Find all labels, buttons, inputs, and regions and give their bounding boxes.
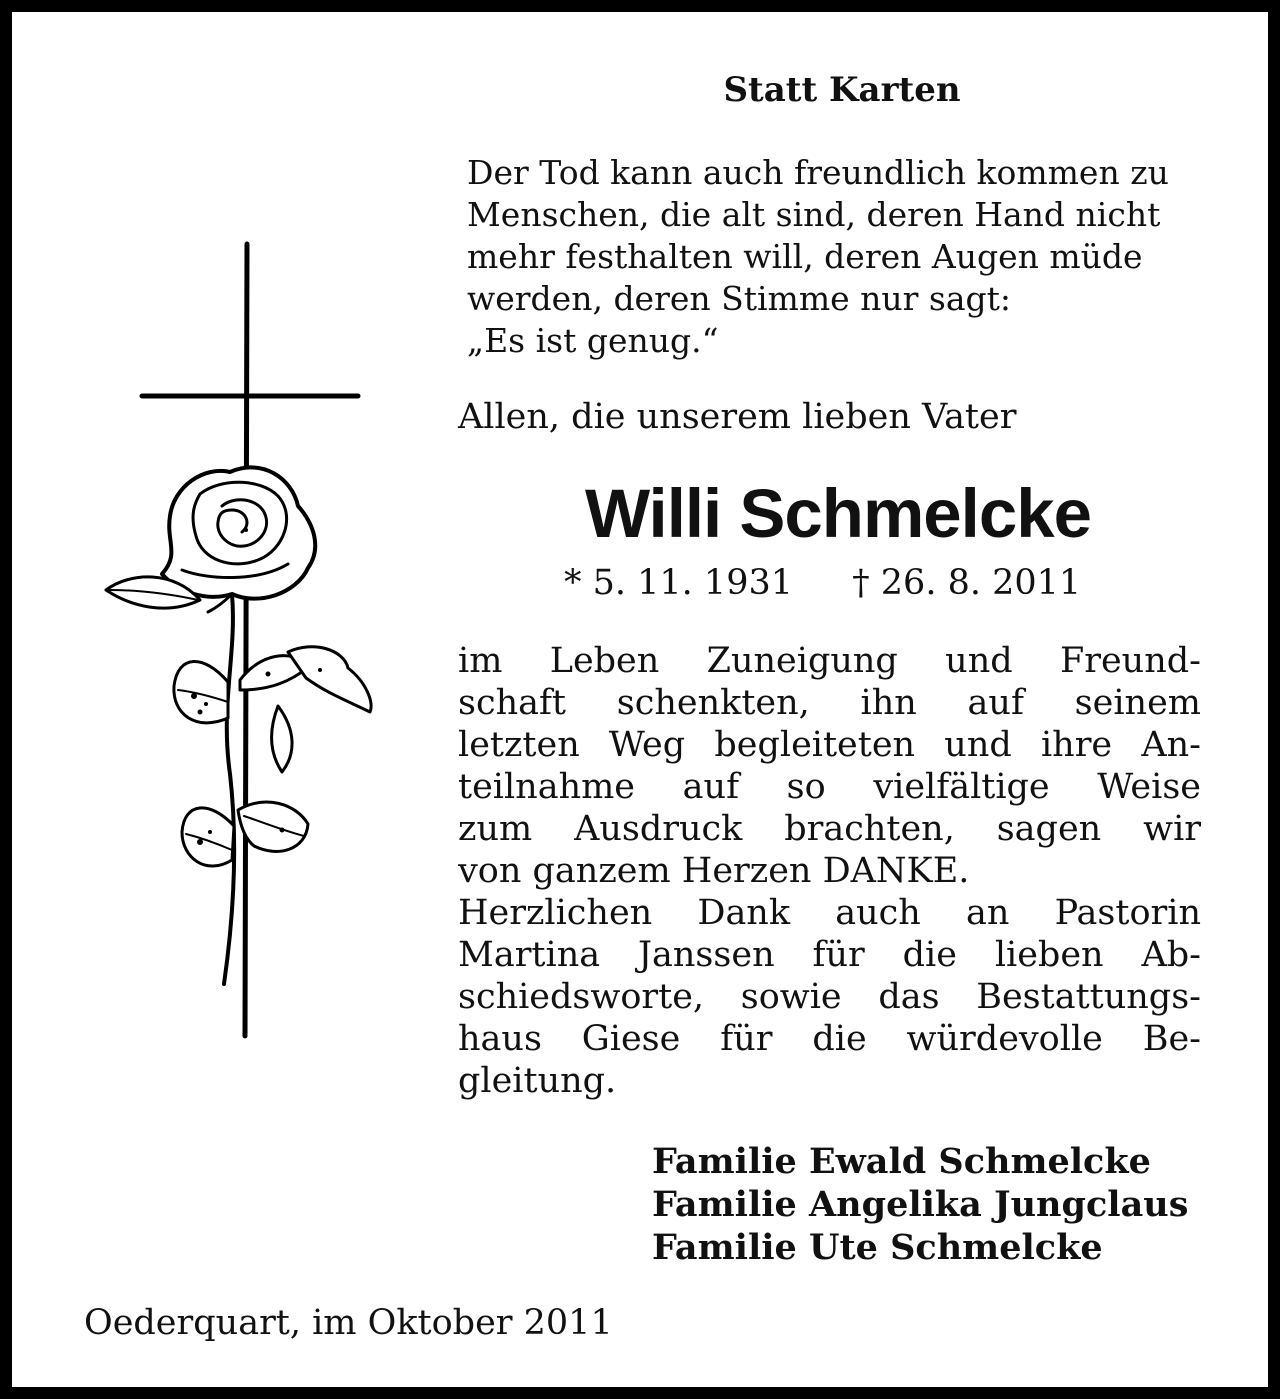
- message-line: haus Giese für die würdevolle Be-: [458, 1019, 1201, 1059]
- birth-date: * 5. 11. 1931: [564, 563, 794, 603]
- message-line: Martina Janssen für die lieben Ab-: [458, 935, 1201, 975]
- message-line: zum Ausdruck brachten, sagen wir: [458, 809, 1201, 849]
- intro-line: Allen, die unserem lieben Vater: [458, 397, 1017, 437]
- poem-line: werden, deren Stimme nur sagt:: [467, 279, 1012, 318]
- poem-line: „Es ist genug.“: [467, 321, 719, 360]
- message-line: gleitung.: [458, 1061, 617, 1101]
- message-line: letzten Weg begleiteten und ihre An-: [458, 725, 1201, 765]
- place-and-date: Oederquart, im Oktober 2011: [84, 1303, 613, 1343]
- poem-line: mehr festhalten will, deren Augen müde: [467, 237, 1143, 276]
- signer: Familie Ewald Schmelcke: [652, 1141, 1151, 1182]
- message-line: teilnahme auf so vielfältige Weise: [458, 767, 1201, 807]
- signer: Familie Ute Schmelcke: [652, 1227, 1103, 1268]
- signer: Familie Angelika Jungclaus: [652, 1184, 1189, 1225]
- message-line: Herzlichen Dank auch an Pastorin: [458, 893, 1201, 933]
- message-line: schiedsworte, sowie das Bestattungs-: [458, 977, 1201, 1017]
- signers-list: [652, 1140, 1252, 1269]
- poem-line: Der Tod kann auch freundlich kommen zu: [467, 153, 1169, 192]
- thank-you-message: [458, 640, 1201, 1102]
- message-line: von ganzem Herzen DANKE.: [458, 851, 970, 891]
- deceased-name: Willi Schmelcke: [585, 475, 1091, 552]
- message-line: schaft schenkten, ihn auf seinem: [458, 683, 1201, 723]
- poem-quote: [467, 152, 1227, 362]
- poem-line: Menschen, die alt sind, deren Hand nicht: [467, 195, 1161, 234]
- heading-statt-karten: Statt Karten: [723, 70, 961, 110]
- cross-with-rose-icon: [82, 234, 402, 1054]
- death-date: † 26. 8. 2011: [852, 563, 1082, 603]
- message-line: im Leben Zuneigung und Freund-: [458, 641, 1201, 681]
- life-dates: [564, 560, 1124, 606]
